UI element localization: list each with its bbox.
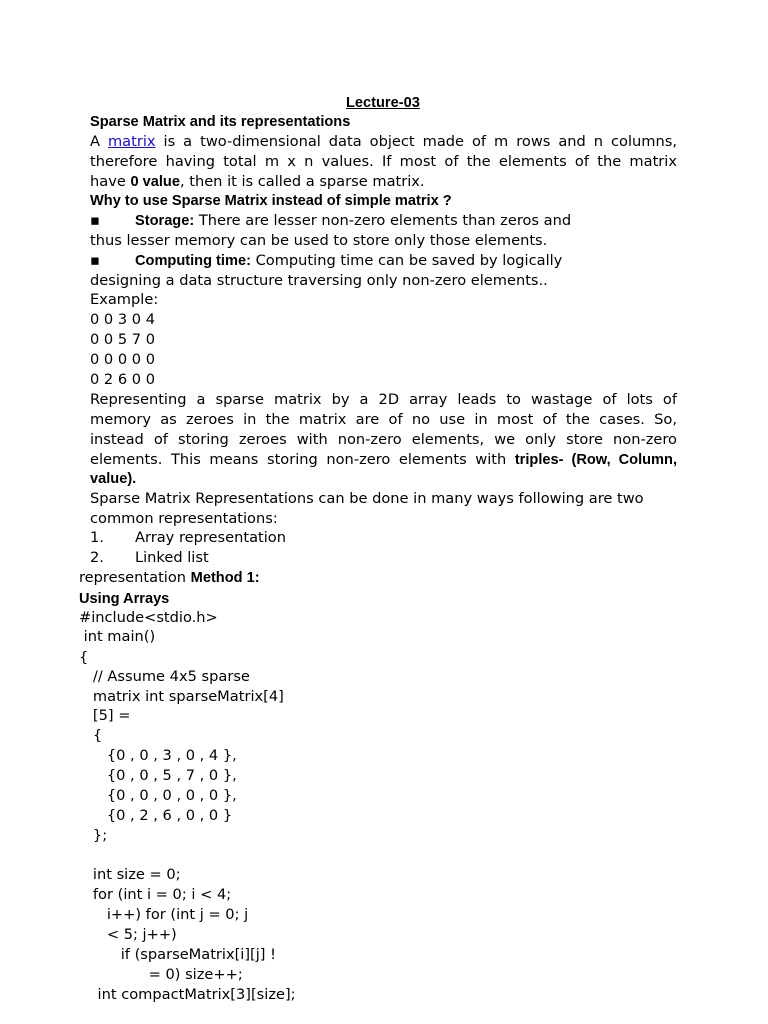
para3-line-1: Sparse Matrix Representations can be done in many ways following are two [90, 490, 644, 507]
code-line: {0 , 0 , 0 , 0 , 0 }, [79, 787, 237, 804]
bullet-storage [135, 211, 571, 231]
intro-line-3 [90, 172, 425, 192]
para3-line-2: common representations: [90, 510, 278, 527]
numbered-item-number: 1. [90, 529, 104, 546]
intro-word-a: A [90, 133, 100, 150]
code-line: int main() [79, 628, 156, 645]
example-row: 0 0 0 0 0 [90, 351, 155, 368]
lecture-title: Lecture-03 [346, 95, 420, 111]
example-row: 0 0 3 0 4 [90, 311, 155, 328]
code-line: // Assume 4x5 sparse [79, 668, 250, 685]
para2-line-2: memory as zeroes in the matrix are of no use in most of the cases. So, [90, 411, 677, 428]
example-label: Example: [90, 291, 159, 308]
section-heading-sparse-matrix: Sparse Matrix and its representations [90, 114, 351, 130]
code-line: {0 , 0 , 3 , 0 , 4 }, [79, 747, 237, 764]
code-line: for (int i = 0; i < 4; [79, 886, 232, 903]
code-line: < 5; j++) [79, 926, 177, 943]
code-line: { [79, 727, 103, 744]
intro-line-3-a: have [90, 173, 126, 190]
using-arrays-heading: Using Arrays [79, 591, 170, 607]
numbered-item-text: Linked list [135, 549, 209, 566]
code-line: int size = 0; [79, 866, 181, 883]
intro-line-3-b: , then it is called a sparse matrix. [179, 173, 425, 190]
bullet-computing-time [135, 251, 562, 271]
code-line: #include<stdio.h> [79, 609, 218, 626]
para2-line-4 [90, 450, 677, 470]
bullet-marker: ▪ [90, 212, 100, 229]
bullet-computing-label: Computing time: [135, 253, 251, 269]
bullet-computing-text: Computing time can be saved by logically [250, 252, 563, 269]
triples-bold: triples- (Row, Column, [514, 452, 678, 468]
method-1-bold: Method 1: [190, 570, 260, 586]
intro-line-1 [90, 132, 677, 152]
bullet-storage-text: There are lesser non-zero elements than zeros and [194, 212, 572, 229]
code-line: int compactMatrix[3][size]; [79, 986, 296, 1003]
example-row: 0 2 6 0 0 [90, 371, 155, 388]
numbered-item-text: Array representation [135, 529, 286, 546]
intro-line-2: therefore having total m x n values. If most of the elements of the matrix [90, 153, 677, 170]
para2-line-1: Representing a sparse matrix by a 2D array leads to wastage of lots of [90, 391, 677, 408]
para2-line-5: value). [90, 471, 137, 487]
code-line: i++) for (int j = 0; j [79, 906, 249, 923]
intro-line-1-rest: is a two-dimensional data object made of m rows and n columns, [163, 133, 677, 150]
code-line: = 0) size++; [79, 966, 243, 983]
code-line: {0 , 0 , 5 , 7 , 0 }, [79, 767, 237, 784]
bullet-computing-continuation: designing a data structure traversing only non-zero elements.. [90, 272, 548, 289]
method-line [79, 568, 260, 588]
bullet-storage-label: Storage: [135, 213, 195, 229]
zero-value-bold: 0 value [130, 174, 180, 190]
bullet-marker: ▪ [90, 252, 100, 269]
section-heading-why: Why to use Sparse Matrix instead of simple matrix ? [90, 193, 452, 209]
code-line: [5] = [79, 707, 131, 724]
code-line: {0 , 2 , 6 , 0 , 0 } [79, 807, 233, 824]
code-line: }; [79, 827, 108, 844]
para2-line-4-text: elements. This means storing non-zero elements with [90, 451, 507, 468]
code-line: { [79, 649, 89, 666]
example-row: 0 0 5 7 0 [90, 331, 155, 348]
numbered-item-number: 2. [90, 549, 104, 566]
matrix-link[interactable]: matrix [107, 133, 156, 150]
para2-line-3: instead of storing zeroes with non-zero elements, we only store non-zero [90, 431, 677, 448]
code-line: matrix int sparseMatrix[4] [79, 688, 284, 705]
bullet-storage-continuation: thus lesser memory can be used to store only those elements. [90, 232, 548, 249]
code-line: if (sparseMatrix[i][j] ! [79, 946, 276, 963]
method-line-text: representation [79, 569, 187, 586]
